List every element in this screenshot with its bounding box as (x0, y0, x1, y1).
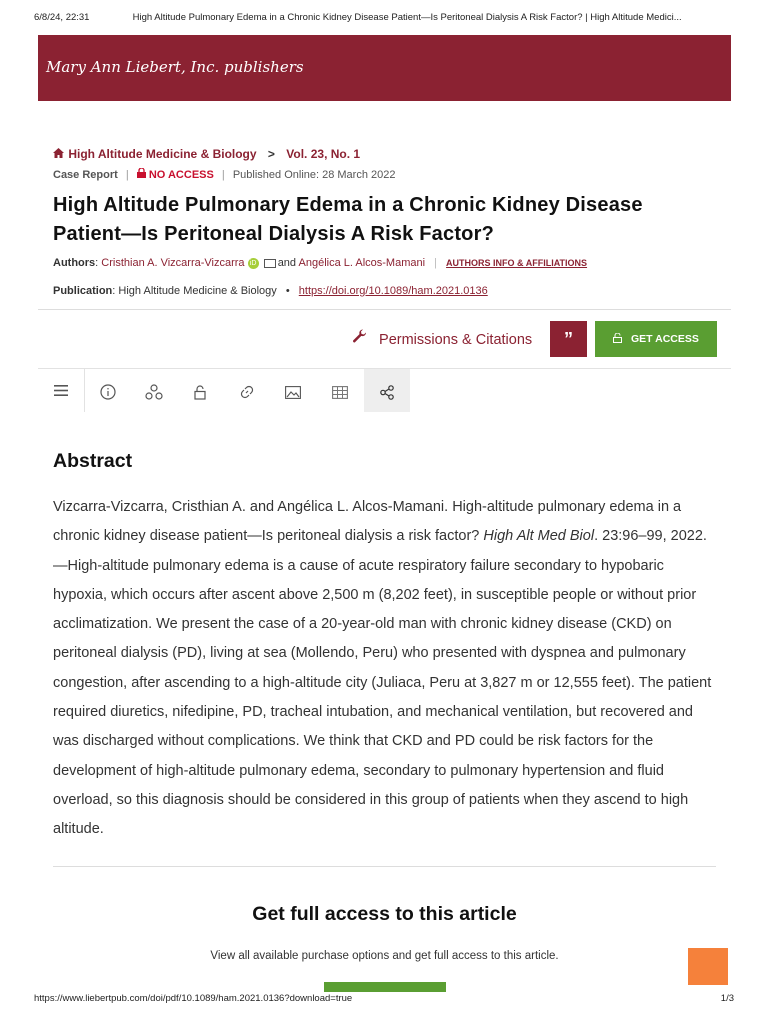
get-access-label: GET ACCESS (631, 333, 699, 345)
publication-label: Publication (53, 285, 113, 297)
article-title: High Altitude Pulmonary Edema in a Chronic Kidney Disease Patient—Is Peritoneal Dialysis A Risk Factor? (53, 194, 643, 245)
publisher-banner (38, 35, 731, 101)
network-icon[interactable] (131, 369, 177, 413)
info-icon[interactable] (85, 369, 131, 413)
published-date: Published Online: 28 March 2022 (232, 169, 396, 181)
abstract-heading: Abstract (53, 450, 133, 472)
print-datetime: 6/8/24, 22:31 (34, 12, 90, 23)
wrench-icon (352, 332, 371, 348)
orcid-icon[interactable]: iD (248, 258, 259, 269)
lock-open-icon[interactable] (177, 369, 223, 413)
image-icon[interactable] (270, 369, 316, 413)
meta-divider: | (221, 169, 225, 181)
breadcrumb-volume-link[interactable]: Vol. 23, No. 1 (286, 147, 361, 161)
authors-label: Authors (53, 257, 96, 269)
authors-line: Authors: Cristhian A. Vizcarra-Vizcarra iD and Angélica L. Alcos-Mamani | AUTHORS INFO & AFFILIATIONS (53, 257, 588, 269)
bullet: • (285, 285, 290, 297)
full-access-text: View all available purchase options and get full access to this article. (210, 950, 559, 962)
email-icon[interactable] (264, 259, 276, 268)
access-status-badge: NO ACCESS (148, 169, 214, 181)
table-icon[interactable] (317, 369, 363, 413)
article-toolbar (38, 368, 731, 414)
home-icon[interactable] (53, 147, 65, 161)
print-page-title: High Altitude Pulmonary Edema in a Chronic Kidney Disease Patient—Is Peritoneal Dialysis A Risk Factor? | High Altitude Medici... (132, 12, 682, 23)
quote-icon: ” (564, 329, 573, 349)
breadcrumb-separator: > (267, 147, 275, 161)
author-link[interactable]: Angélica L. Alcos-Mamani (298, 257, 426, 269)
breadcrumb (53, 147, 360, 161)
abstract-text (53, 493, 721, 845)
meta-divider: | (125, 169, 129, 181)
publisher-logo-text: Mary Ann Liebert, Inc. publishers (46, 58, 304, 76)
breadcrumb-journal-link[interactable]: High Altitude Medicine & Biology (68, 147, 257, 161)
abstract-journal-abbrev: High Alt Med Biol (483, 528, 595, 545)
purchase-options-button[interactable] (324, 982, 446, 992)
permissions-label: Permissions & Citations (379, 332, 533, 348)
full-access-heading: Get full access to this article (252, 903, 517, 925)
authors-divider: | (434, 257, 437, 269)
print-footer (34, 993, 734, 1004)
print-page-number: 1/3 (720, 993, 734, 1004)
lock-icon (137, 169, 149, 181)
divider (38, 309, 731, 310)
publication-line: Publication: High Altitude Medicine & Biology • https://doi.org/10.1089/ham.2021.0136 (53, 285, 488, 297)
abstract-body: . 23:96–99, 2022.—High-altitude pulmonary edema is a cause of acute respiratory failure secondary to hypobaric hypoxia, which occurs after ascent above 2,500 m (8,202 feet), in susceptible people or without prior acclimatization. We present the case of a 20-year-old man with chronic kidney disease (CKD) on peritoneal dialysis (PD), living at sea (Mollendo, Peru) who presented with dyspnea and pulmonary congestion, after ascending to a high-altitude city (Juliaca, Peru at 3,827 m or 12,555 feet). The patient required diuretics, nifedipine, PD, tracheal intubation, and mechanical ventilation, but recovered and was discharged without complications. We think that CKD and PD could be risk factors for the development of high-altitude pulmonary edema, secondary to pulmonary hypertension and fluid overload, so this diagnosis should be considered in this group of patients when they ascend to high altitude. (53, 528, 712, 838)
doi-link[interactable]: https://doi.org/10.1089/ham.2021.0136 (298, 285, 488, 297)
article-meta (53, 168, 396, 181)
author-link[interactable]: Cristhian A. Vizcarra-Vizcarra (101, 257, 245, 269)
divider (53, 866, 716, 867)
publication-journal: High Altitude Medicine & Biology (118, 285, 277, 297)
cite-button[interactable] (550, 321, 587, 357)
link-icon[interactable] (224, 369, 270, 413)
article-type: Case Report (53, 169, 118, 181)
permissions-citations-link[interactable] (352, 329, 532, 348)
get-access-button[interactable] (595, 321, 717, 357)
print-url: https://www.liebertpub.com/doi/pdf/10.1089/ham.2021.0136?download=true (34, 993, 353, 1004)
authors-info-link[interactable]: AUTHORS INFO & AFFILIATIONS (446, 258, 588, 268)
feedback-button[interactable] (688, 948, 728, 985)
unlock-icon (613, 333, 631, 345)
menu-icon[interactable] (38, 369, 84, 413)
share-icon[interactable] (364, 369, 410, 413)
print-header (34, 12, 734, 23)
publisher-logo[interactable] (46, 58, 304, 76)
authors-and: and (277, 257, 297, 269)
abstract-citation: Vizcarra-Vizcarra, Cristhian A. and Angélica L. Alcos-Mamani. High-altitude pulmonary edema in a chronic kidney disease patient—Is peritoneal dialysis a risk factor? (53, 499, 682, 545)
